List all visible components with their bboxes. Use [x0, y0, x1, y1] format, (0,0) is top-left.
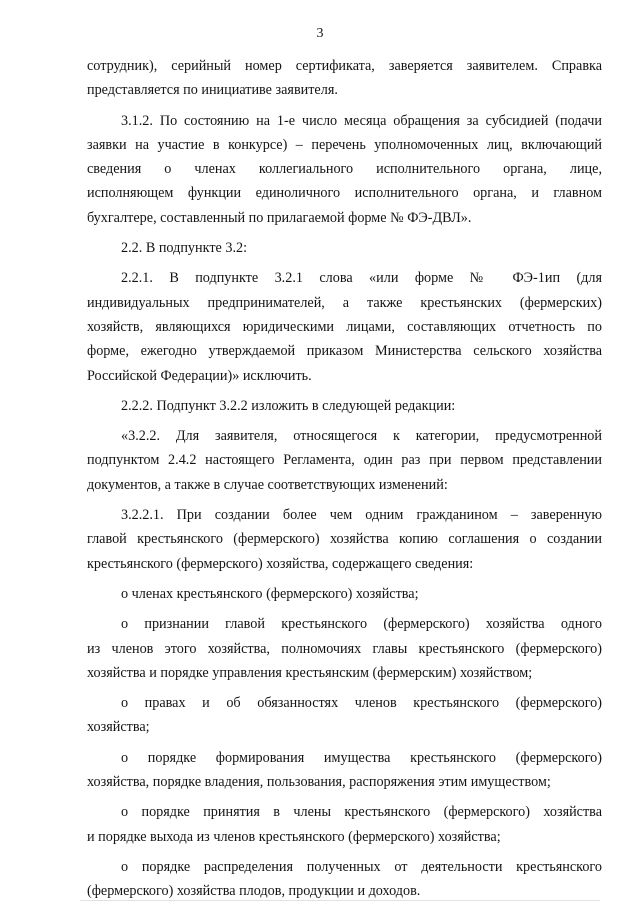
text-line: хозяйства и порядке управления крестьянским (фермерским) хозяйством;: [87, 664, 533, 681]
text-line: 2.2. В подпункте 3.2:: [121, 240, 248, 257]
text-line: о порядке распределения полученных от деятельности крестьянского: [121, 858, 602, 875]
text-line: хозяйств, являющихся юридическими лицами, составляющих отчетность по: [87, 318, 602, 335]
text-line: заявки на участие в конкурсе) – перечень уполномоченных лиц, включающий: [87, 136, 602, 153]
text-line: о членах крестьянского (фермерского) хозяйства;: [121, 585, 419, 602]
paragraph-p2: [87, 109, 602, 230]
paragraph-p10: [87, 691, 602, 740]
text-line: о порядке формирования имущества крестьянского (фермерского): [121, 749, 602, 766]
text-line: бухгалтере, составленный по прилагаемой форме № ФЭ-ДВЛ».: [87, 209, 472, 226]
text-line: 3.2.2.1. При создании более чем одним гражданином – заверенную: [121, 507, 602, 524]
paragraph-p3: [87, 236, 602, 260]
text-line: представляется по инициативе заявителя.: [87, 82, 338, 99]
paragraph-p7: [87, 503, 602, 576]
text-line: 3.1.2. По состоянию на 1-е число месяца обращения за субсидией (подачи: [121, 112, 602, 129]
scan-edge-line: [80, 900, 600, 901]
paragraph-p12: [87, 800, 602, 849]
text-line: сотрудник), серийный номер сертификата, заверяется заявителем. Справка: [87, 58, 602, 74]
text-line: о порядке принятия в члены крестьянского (фермерского) хозяйства: [121, 804, 602, 821]
text-line: форме, ежегодно утверждаемой приказом Министерства сельского хозяйства: [87, 343, 602, 360]
text-line: Российской Федерации)» исключить.: [87, 367, 312, 384]
text-line: (фермерского) хозяйства плодов, продукции и доходов.: [87, 883, 421, 900]
text-line: о правах и об обязанностях членов крестьянского (фермерского): [121, 695, 602, 712]
page-number: 3: [316, 26, 324, 41]
paragraph-p13: [87, 855, 602, 904]
paragraph-p6: [87, 424, 602, 497]
text-line: и порядке выхода из членов крестьянского (фермерского) хозяйства;: [87, 828, 501, 845]
text-line: «3.2.2. Для заявителя, относящегося к категории, предусмотренной: [121, 428, 602, 445]
text-line: 2.2.1. В подпункте 3.2.1 слова «или форме № ФЭ-1ип (для: [121, 270, 602, 287]
text-line: главой крестьянского (фермерского) хозяйства копию соглашения о создании: [87, 531, 602, 548]
text-line: сведения о членах коллегиального исполнительного органа, лице,: [87, 161, 602, 178]
text-line: хозяйства, порядке владения, пользования, распоряжения этим имуществом;: [87, 774, 551, 791]
text-line: из членов этого хозяйства, полномочиях главы крестьянского (фермерского): [87, 640, 602, 657]
text-line: исполняющем функции единоличного исполнительного органа, и главном: [87, 185, 602, 202]
text-line: подпунктом 2.4.2 настоящего Регламента, один раз при первом представлении: [87, 452, 602, 469]
paragraph-p8: [87, 582, 602, 606]
text-line: 2.2.2. Подпункт 3.2.2 изложить в следующей редакции:: [121, 397, 456, 414]
text-line: крестьянского (фермерского) хозяйства, содержащего сведения:: [87, 555, 474, 572]
text-line: документов, а также в случае соответствующих изменений:: [87, 476, 448, 493]
paragraph-p1: [87, 54, 602, 103]
document-body: [87, 54, 602, 904]
paragraph-p9: [87, 612, 602, 685]
paragraph-p5: [87, 394, 602, 418]
text-line: хозяйства;: [87, 719, 150, 736]
paragraph-p4: [87, 266, 602, 387]
text-line: о признании главой крестьянского (фермерского) хозяйства одного: [121, 616, 602, 633]
text-line: индивидуальных предпринимателей, а также крестьянских (фермерских): [87, 294, 602, 311]
paragraph-p11: [87, 746, 602, 795]
